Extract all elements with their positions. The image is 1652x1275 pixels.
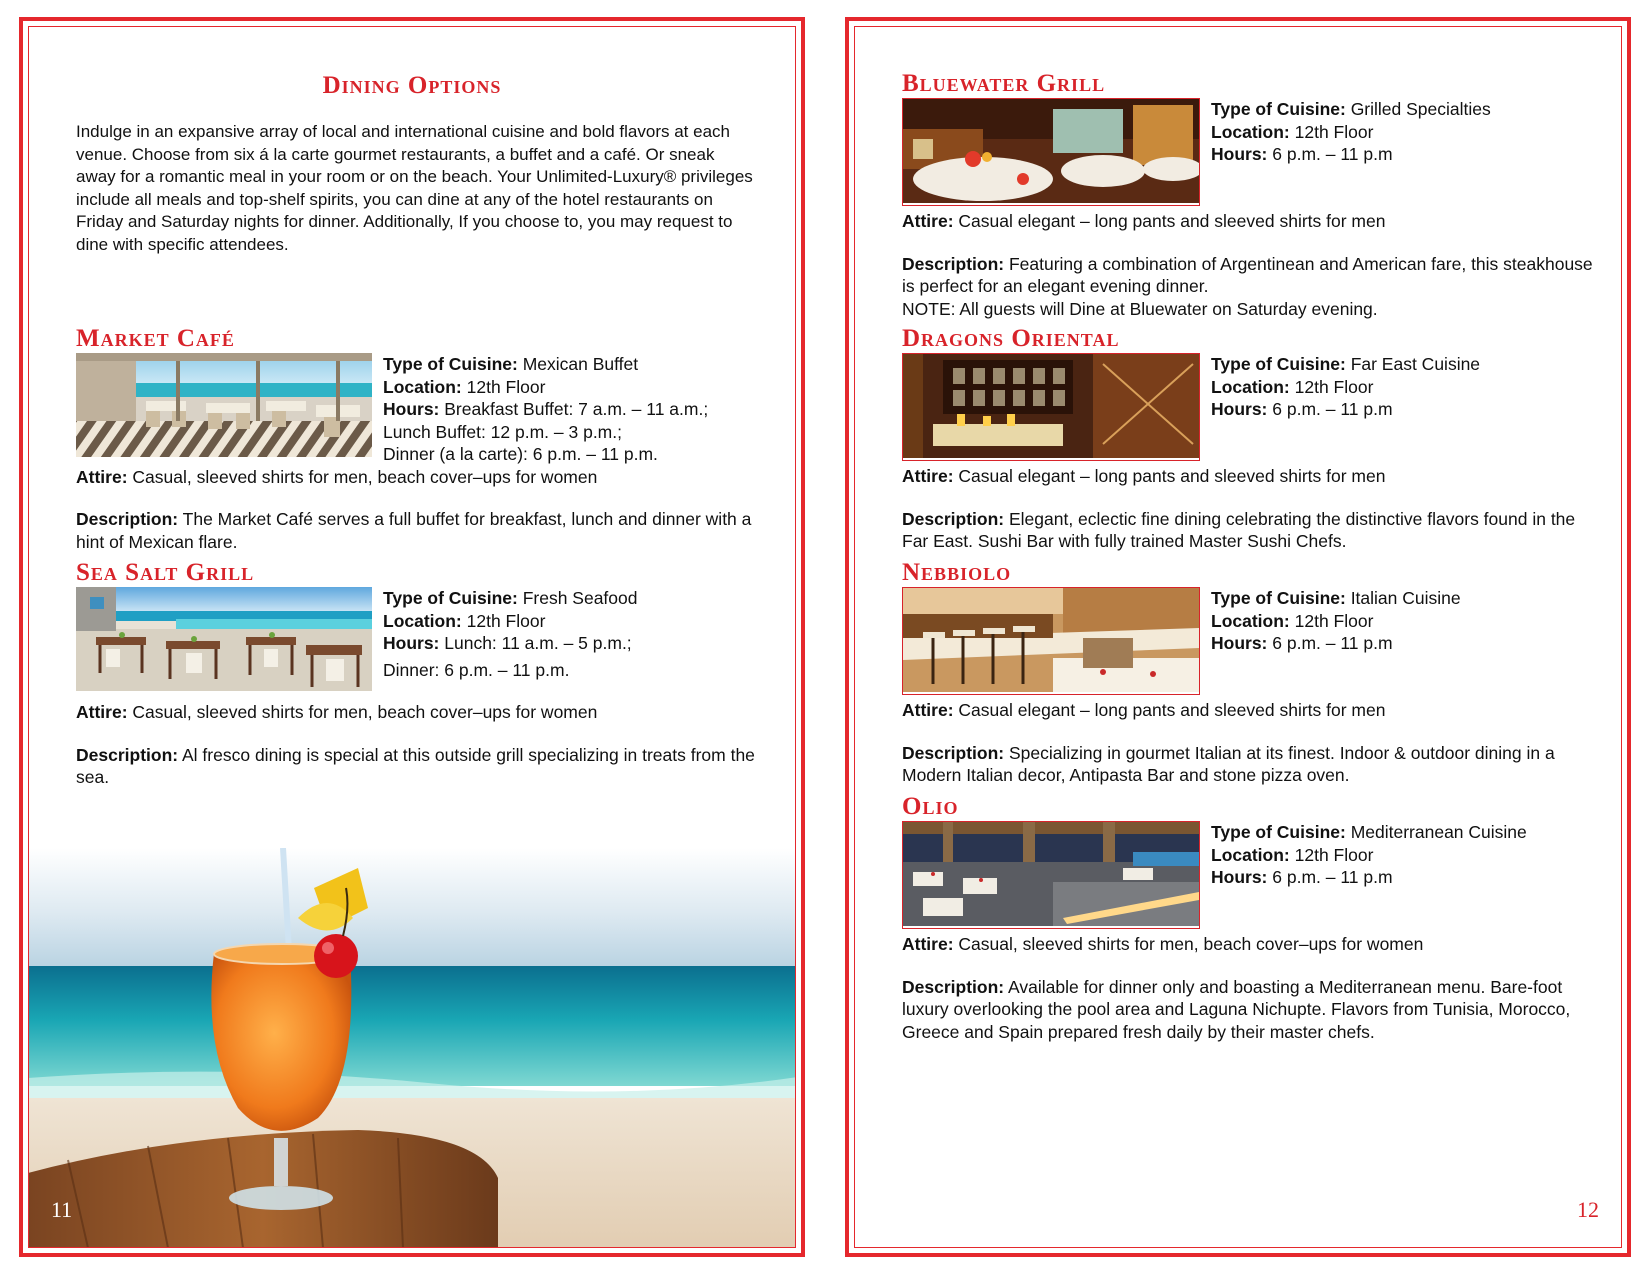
description-label: Description:	[902, 253, 1005, 274]
cuisine-value: Far East Cuisine	[1345, 354, 1481, 374]
location-label: Location:	[1211, 376, 1290, 397]
hours-label: Hours:	[383, 399, 440, 419]
location-label: Location:	[1211, 844, 1290, 865]
intro-paragraph: Indulge in an expansive array of local and international cuisine and bold flavors at each venue. Choose from six á la carte gourmet restaurants, a buffet and a café. Or sneak away for a romantic meal in your room or on the beach. Your Unlimited-Luxury® privileges include all meals and top-shelf spirits, you can dine at any of the hotel restaurants on Friday and Saturday nights for dinner. Additionally, If you choose to, you may request to dine with specific attendees.	[76, 122, 753, 254]
hours-value: 6 p.m. – 11 p.m	[1267, 399, 1393, 419]
hours-value: Breakfast Buffet: 7 a.m. – 11 a.m.;	[439, 399, 709, 419]
restaurant-market-cafe	[76, 326, 776, 553]
description-label: Description:	[902, 976, 1005, 997]
restaurant-title: Nebbiolo	[902, 559, 1012, 586]
attire-label: Attire:	[76, 702, 128, 722]
description-label: Description:	[902, 508, 1005, 529]
hours-value-2: Lunch Buffet: 12 p.m. – 3 p.m.;	[383, 421, 622, 442]
description-value: Specializing in gourmet Italian at its finest. Indoor & outdoor dining in a Modern Italian decor, Antipasta Bar and stone pizza oven.	[902, 742, 1555, 785]
description-value: Elegant, eclectic fine dining celebrating the distinctive flavors found in the Far East. Sushi Bar with fully trained Master Sushi Chefs.	[902, 508, 1576, 551]
restaurant-bluewater-grill	[902, 71, 1602, 320]
location-value: 12th Floor	[1289, 121, 1374, 142]
cuisine-value: Grilled Specialties	[1345, 99, 1491, 119]
description-value: Available for dinner only and boasting a Mediterranean menu. Bare-foot luxury overlooking the pool area and Laguna Nichupte. Flavors from Tunisia, Morocco, Greece and Spain prepared fresh daily by their master chefs.	[902, 976, 1571, 1042]
note: NOTE: All guests will Dine at Bluewater on Saturday evening.	[902, 298, 1378, 319]
hours-value: 6 p.m. – 11 p.m	[1267, 867, 1393, 887]
attire-label: Attire:	[902, 211, 954, 231]
attire-label: Attire:	[902, 700, 954, 720]
page-title: Dining Options	[322, 72, 502, 99]
attire-value: Casual elegant – long pants and sleeved shirts for men	[953, 466, 1386, 486]
sea-salt-grill-photo	[76, 587, 372, 691]
hours-value-3: Dinner (a la carte): 6 p.m. – 11 p.m.	[383, 444, 658, 464]
cuisine-value: Mexican Buffet	[517, 354, 639, 374]
hours-value-2: Dinner: 6 p.m. – 11 p.m.	[383, 659, 570, 680]
description-value: Al fresco dining is special at this outside grill specializing in treats from the sea.	[76, 744, 755, 787]
cuisine-label: Type of Cuisine:	[1211, 354, 1346, 374]
location-label: Location:	[383, 610, 462, 631]
attire-label: Attire:	[902, 466, 954, 486]
restaurant-sea-salt-grill	[76, 560, 776, 789]
restaurant-title: Market Café	[76, 325, 235, 352]
page-right	[845, 17, 1631, 1257]
location-label: Location:	[1211, 610, 1290, 631]
cuisine-label: Type of Cuisine:	[383, 588, 518, 608]
hours-label: Hours:	[1211, 867, 1268, 887]
hours-label: Hours:	[1211, 144, 1268, 164]
market-cafe-photo	[76, 353, 372, 457]
description-label: Description:	[76, 744, 179, 765]
attire-value: Casual, sleeved shirts for men, beach cover–ups for women	[127, 702, 598, 722]
nebbiolo-photo	[902, 587, 1200, 695]
cuisine-value: Italian Cuisine	[1345, 588, 1461, 608]
hours-label: Hours:	[1211, 633, 1268, 653]
cuisine-value: Fresh Seafood	[517, 588, 638, 608]
page-number: 11	[51, 1197, 73, 1222]
hours-label: Hours:	[383, 633, 440, 653]
cuisine-label: Type of Cuisine:	[1211, 588, 1346, 608]
restaurant-title: Bluewater Grill	[902, 70, 1106, 97]
restaurant-olio	[902, 794, 1602, 1043]
beach-cocktail-photo	[28, 848, 796, 1248]
restaurant-nebbiolo	[902, 560, 1602, 787]
description-label: Description:	[902, 742, 1005, 763]
cuisine-label: Type of Cuisine:	[383, 354, 518, 374]
attire-value: Casual, sleeved shirts for men, beach cover–ups for women	[127, 466, 598, 487]
hours-value: Lunch: 11 a.m. – 5 p.m.;	[439, 633, 632, 653]
bluewater-grill-photo	[902, 98, 1200, 206]
page-left	[19, 17, 805, 1257]
dragons-oriental-photo	[902, 353, 1200, 461]
location-value: 12th Floor	[1289, 376, 1374, 397]
restaurant-dragons-oriental	[902, 326, 1602, 553]
hours-value: 6 p.m. – 11 p.m	[1267, 144, 1393, 164]
location-label: Location:	[1211, 121, 1290, 142]
cuisine-label: Type of Cuisine:	[1211, 99, 1346, 119]
location-value: 12th Floor	[1289, 610, 1374, 631]
location-value: 12th Floor	[461, 610, 546, 631]
attire-label: Attire:	[902, 934, 954, 954]
location-label: Location:	[383, 376, 462, 397]
description-value: The Market Café serves a full buffet for breakfast, lunch and dinner with a hint of Mexican flare.	[76, 509, 752, 552]
attire-label: Attire:	[76, 466, 128, 487]
location-value: 12th Floor	[1289, 844, 1374, 865]
description-value: Featuring a combination of Argentinean and American fare, this steakhouse is perfect for an elegant evening dinner.	[902, 253, 1593, 296]
hours-label: Hours:	[1211, 399, 1268, 419]
cuisine-value: Mediterranean Cuisine	[1345, 822, 1527, 842]
restaurant-title: Sea Salt Grill	[76, 559, 255, 586]
olio-photo	[902, 821, 1200, 929]
attire-value: Casual, sleeved shirts for men, beach cover–ups for women	[953, 934, 1424, 954]
location-value: 12th Floor	[461, 376, 546, 397]
description-label: Description:	[76, 509, 179, 529]
page-number: 12	[1577, 1197, 1599, 1222]
restaurant-title: Dragons Oriental	[902, 325, 1120, 352]
attire-value: Casual elegant – long pants and sleeved shirts for men	[953, 211, 1386, 231]
cuisine-label: Type of Cuisine:	[1211, 822, 1346, 842]
restaurant-title: Olio	[902, 793, 959, 820]
attire-value: Casual elegant – long pants and sleeved shirts for men	[953, 700, 1386, 720]
hours-value: 6 p.m. – 11 p.m	[1267, 633, 1393, 653]
